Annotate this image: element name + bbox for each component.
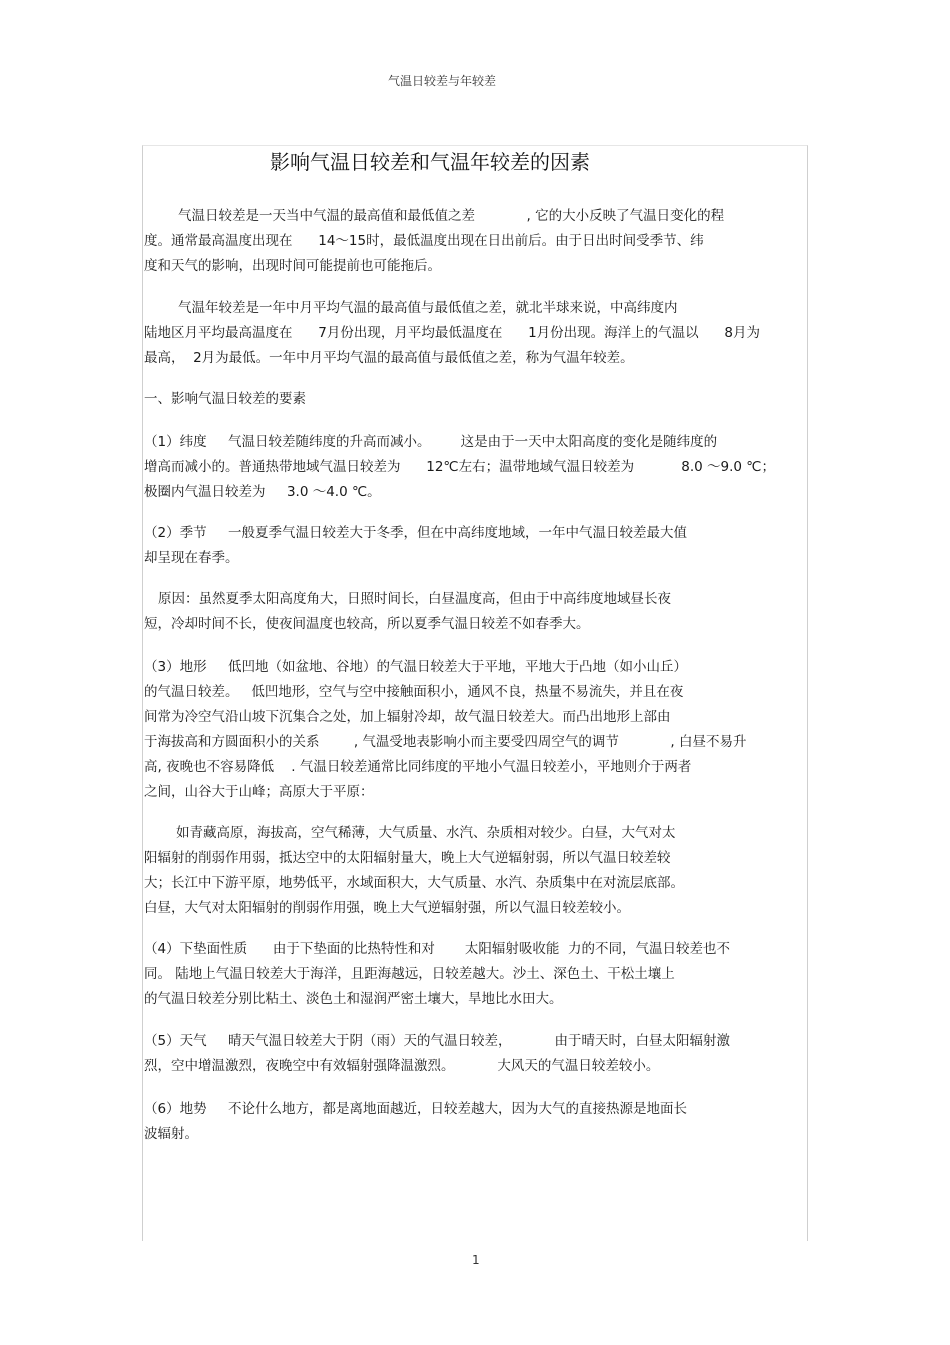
- paragraph-line: 度。通常最高温度出现在 14～15时，最低温度出现在日出前后。由于日出时间受季节、纬: [144, 233, 704, 249]
- paragraph-line: （3）地形 低凹地（如盆地、谷地）的气温日较差大于平地，平地大于凸地（如小山丘）: [144, 659, 688, 675]
- running-header: 气温日较差与年较差: [388, 74, 497, 88]
- paragraph-line: 度和天气的影响，出现时间可能提前也可能拖后。: [144, 258, 441, 274]
- paragraph-line: （2）季节 一般夏季气温日较差大于冬季，但在中高纬度地域，一年中气温日较差最大值: [144, 525, 688, 541]
- paragraph-line: 波辐射。: [144, 1126, 198, 1142]
- paragraph-line: 大；长江中下游平原，地势低平，水域面积大，大气质量、水汽、杂质集中在对流层底部。: [144, 875, 684, 891]
- paragraph-line: 间常为冷空气沿山坡下沉集合之处，加上辐射冷却，故气温日较差大。而凸出地形上部由: [144, 709, 671, 725]
- section-heading: 一、影响气温日较差的要素: [144, 391, 306, 407]
- paragraph-line: 气温年较差是一年中月平均气温的最高值与最低值之差，就北半球来说，中高纬度内: [178, 300, 678, 316]
- paragraph-line: 于海拔高和方圆面积小的关系 , 气温受地表影响小而主要受四周空气的调节 , 白昼不易升: [144, 734, 747, 750]
- paragraph-line: 陆地区月平均最高温度在 7月份出现，月平均最低温度在 1月份出现。海洋上的气温以 8月为: [144, 325, 761, 341]
- paragraph-line: 的气温日较差分别比粘土、淡色土和湿润严密土壤大，旱地比水田大。: [144, 991, 563, 1007]
- paragraph-line: 极圈内气温日较差为 3.0 ～4.0 ℃。: [144, 484, 381, 500]
- paragraph-line: 增高而减小的。普通热带地域气温日较差为 12℃左右；温带地域气温日较差为 8.0 ～9.0 ℃；: [144, 459, 775, 475]
- paragraph-line: （1）纬度 气温日较差随纬度的升高而减小。 这是由于一天中太阳高度的变化是随纬度的: [144, 434, 718, 450]
- paragraph-line: 短，冷却时间不长，使夜间温度也较高，所以夏季气温日较差不如春季大。: [144, 616, 590, 632]
- paragraph-line: 却呈现在春季。: [144, 550, 239, 566]
- paragraph-line: （5）天气 晴天气温日较差大于阴（雨）天的气温日较差， 由于晴天时，白昼太阳辐射激: [144, 1033, 730, 1049]
- paragraph-line: 烈，空中增温激烈，夜晚空中有效辐射强降温激烈。 大风天的气温日较差较小。: [144, 1058, 660, 1074]
- document-title: 影响气温日较差和气温年较差的因素: [270, 150, 590, 174]
- paragraph-line: 之间，山谷大于山峰；高原大于平原：: [144, 784, 374, 800]
- page-number: 1: [472, 1253, 480, 1267]
- paragraph-line: 白昼，大气对太阳辐射的削弱作用强，晚上大气逆辐射强，所以气温日较差较小。: [144, 900, 630, 916]
- paragraph-line: 原因：虽然夏季太阳高度角大，日照时间长，白昼温度高，但由于中高纬度地域昼长夜: [158, 591, 671, 607]
- paragraph-line: 气温日较差是一天当中气温的最高值和最低值之差 , 它的大小反映了气温日变化的程: [178, 208, 725, 224]
- paragraph-line: （4）下垫面性质 由于下垫面的比热特性和对 太阳辐射吸收能 力的不同，气温日较差也不: [144, 941, 730, 957]
- paragraph-line: 同。 陆地上气温日较差大于海洋，且距海越远，日较差越大。沙土、深色土、干松土壤上: [144, 966, 675, 982]
- paragraph-line: 最高， 2月为最低。一年中月平均气温的最高值与最低值之差，称为气温年较差。: [144, 350, 634, 366]
- paragraph-line: （6）地势 不论什么地方，都是离地面越近，日较差越大，因为大气的直接热源是地面长: [144, 1101, 688, 1117]
- paragraph-line: 如青藏高原，海拔高，空气稀薄，大气质量、水汽、杂质相对较少。白昼，大气对太: [176, 825, 676, 841]
- paragraph-line: 阳辐射的削弱作用弱，抵达空中的太阳辐射量大，晚上大气逆辐射弱，所以气温日较差较: [144, 850, 671, 866]
- paragraph-line: 高, 夜晚也不容易降低 . 气温日较差通常比同纬度的平地小气温日较差小，平地则介于两者: [144, 759, 692, 775]
- paragraph-line: 的气温日较差。 低凹地形，空气与空中接触面积小，通风不良，热量不易流失，并且在夜: [144, 684, 684, 700]
